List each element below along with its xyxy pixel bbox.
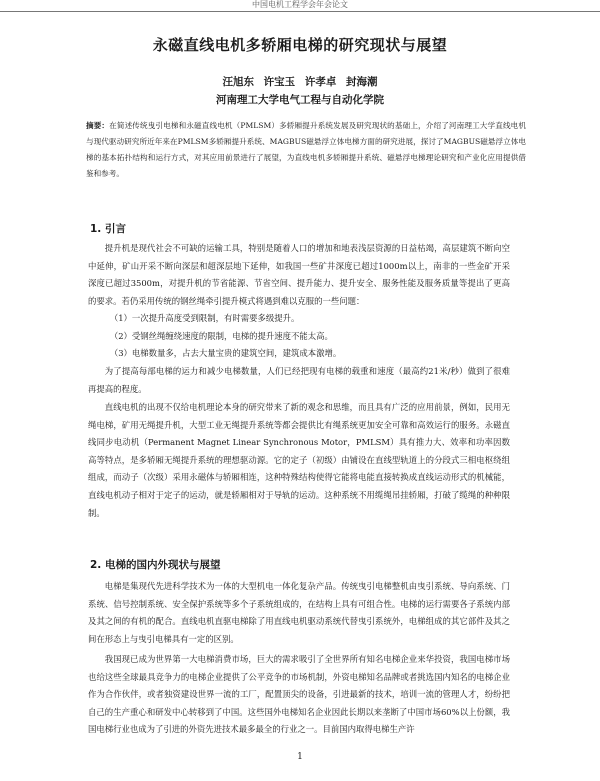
- paper-affiliation: 河南理工大学电气工程与自动化学院: [216, 94, 384, 106]
- section-2-heading: 2. 电梯的国内外现状与展望: [90, 559, 221, 571]
- page-number: 1: [297, 752, 303, 762]
- section-1-list: [88, 310, 510, 363]
- section-1-heading: 1. 引言: [90, 223, 126, 235]
- paper-authors: 汪旭东 许宝玉 许孝卓 封海潮: [222, 76, 378, 88]
- list-item: （2）受钢丝绳缠绕速度的限制，电梯的提升速度不能太高。: [109, 330, 333, 341]
- abstract: [86, 118, 526, 182]
- section-2-paragraph-1: 电梯是集现代先进科学技术为一体的大型机电一体化复杂产品。传统曳引电梯整机由曳引系统、导向系统、门系统、信号控制系统、安全保护系统等多个子系统组成的，在结构上具有可组合性。电梯的运行需要各子系统内部及其之间的有机的配合。直线电机直驱电梯除了用直线电机驱动系统代替曳引系统外，电梯组成的其它部件及其之间在形态上与曳引电梯具有一定的区别。: [88, 581, 510, 644]
- running-header: 中国电机工程学会年会论文: [0, 0, 600, 12]
- section-1-paragraph-2: 为了提高每部电梯的运力和减少电梯数量，人们已经把现有电梯的载重和速度（最高约21米/秒）做到了很难再提高的程度。: [88, 366, 510, 394]
- abstract-label: 摘要：: [86, 121, 110, 130]
- list-item: （3）电梯数量多，占去大量宝贵的建筑空间，建筑成本激增。: [109, 348, 342, 359]
- section-2-paragraph-2: 我国现已成为世界第一大电梯消费市场，巨大的需求吸引了全世界所有知名电梯企业来华投资，我国电梯市场也给这些全球最具竞争力的电梯企业提供了公平竞争的市场机制，外资电梯知名品牌或者挑选国内知名的电梯企业作为合作伙伴，或者独资建设世界一流的工厂，配置顶尖的设备，引进最新的技术，培训一流的管理人才，纷纷把自己的生产重心和研发中心转移到了中国。这些国外电梯知名企业因此长期以来垄断了中国市场60%以上份额，我国电梯行业也成为了引进的外资先进技术最多最全的行业之一。目前国内取得电梯生产许: [88, 654, 510, 735]
- section-1-paragraph-3: 直线电机的出现不仅给电机理论本身的研究带来了新的观念和思维，而且具有广泛的应用前景，例如，民用无绳电梯，矿用无绳提升机，大型工业无绳提升系统等都会提供比有绳系统更加安全可靠和高效运行的服务。永磁直线同步电动机（Permanent Magnet Linear Synchronous Motor，PMLSM）具有推力大、效率和功率因数高等特点，是多轿厢无绳提升系统的理想驱动源。它的定子（初级）由铺设在直线型轨道上的分段式三相电枢绕组组成，而动子（次级）采用永磁体与轿厢相连，这种特殊结构使得它能将电能直接转换成直线运动形式的机械能，直线电机动子相对于定子的运动，就是轿厢相对于导轨的运动。这种系统不用缆绳吊挂轿厢，打破了缆绳的种种限制。: [88, 402, 510, 518]
- paper-title: 永磁直线电机多轿厢电梯的研究现状与展望: [152, 36, 448, 54]
- abstract-text: 在简述传统曳引电梯和永磁直线电机（PMLSM）多轿厢提升系统发展及研究现状的基础上，介绍了河南理工大学直线电机与现代驱动研究所近年来在PMLSM多轿厢提升系统、MAGBUS磁悬浮立体电梯方面的研究进展，探讨了MAGBUS磁悬浮立体电梯的基本拓扑结构和运行方式，对其应用前景进行了展望，为直线电机多轿厢提升系统、磁悬浮电梯理论研究和产业化应用提供借鉴和参考。: [86, 121, 526, 178]
- section-1-paragraph-1: 提升机是现代社会不可缺的运输工具，特别是随着人口的增加和地表浅层资源的日益枯竭，高层建筑不断向空中延伸，矿山开采不断向深层和超深层地下延伸，如我国一些矿井深度已超过1000m以上，南非的一些金矿开采深度已超过3500m，对提升机的节省能源、节省空间、提升能力、提升安全、服务性能及服务质量等提出了更高的要求。若仍采用传统的钢丝绳牵引提升模式将遇到难以克服的一些问题：: [88, 243, 510, 306]
- list-item: （1）一次提升高度受到限制，有时需要多级提升。: [109, 313, 300, 323]
